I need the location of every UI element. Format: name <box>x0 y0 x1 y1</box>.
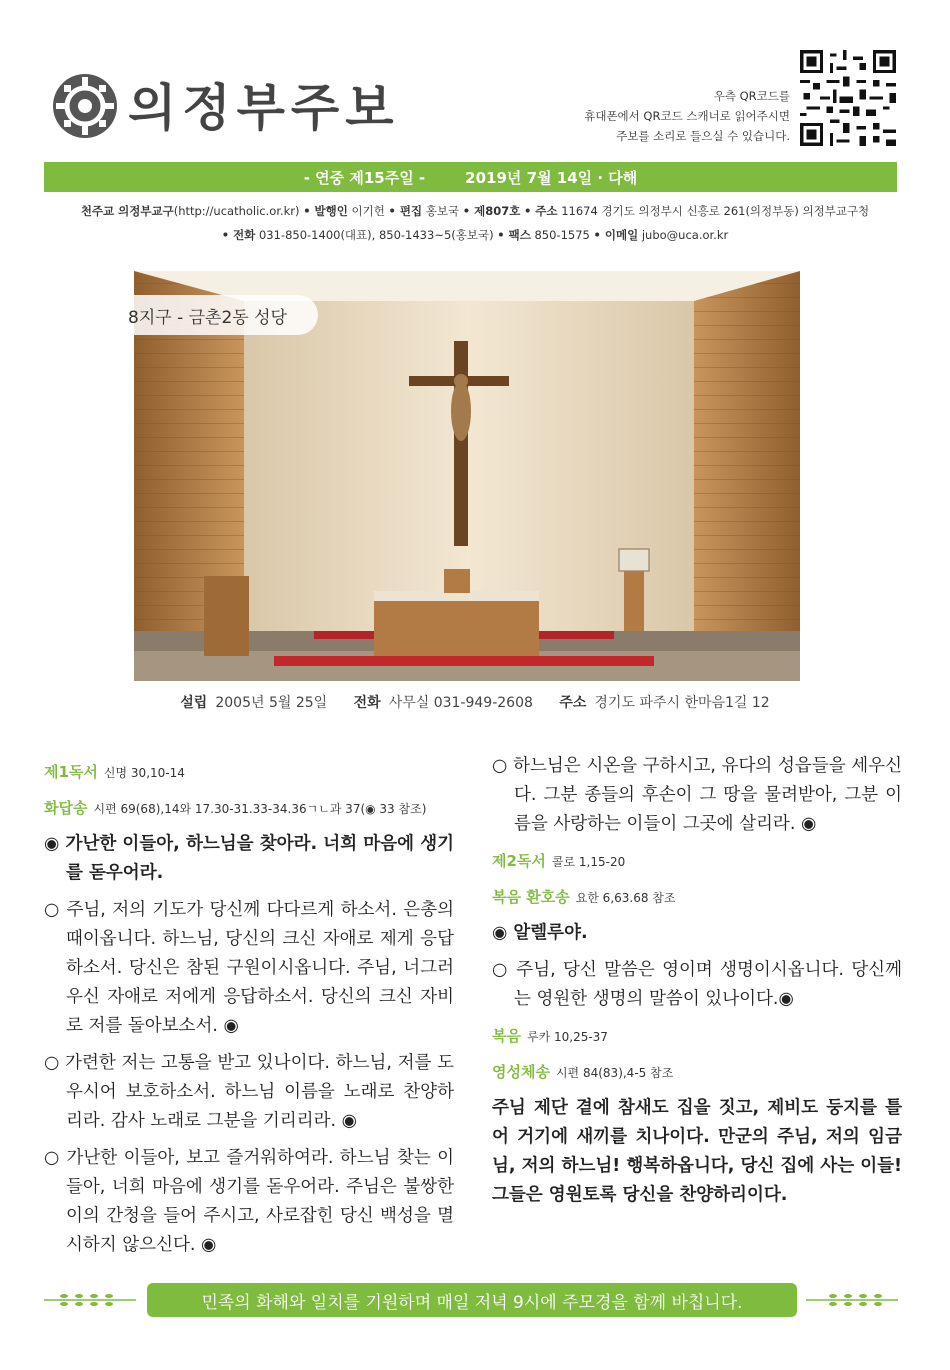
first-reading-heading: 제1독서 신명 30,10-14 <box>44 763 185 781</box>
communion-heading: 영성체송 시편 84(83),4-5 참조 <box>492 1063 674 1081</box>
liturgical-week: - 연중 제15주일 - <box>303 168 426 187</box>
psalm-verse: ○ 가련한 저는 고통을 받고 있나이다. 하느님, 저를 도우시어 보호하소서. 하느님 이름을 노래로 찬양하리라. 감사 노래로 그분을 기리리라. ◉ <box>44 1053 454 1131</box>
psalm-heading: 화답송 시편 69(68),14와 17.30-31.33-34.36ㄱㄴ과 37(◉ 33 참조) <box>44 799 427 817</box>
bulletin-date: 2019년 7월 14일 · 다해 <box>465 168 638 187</box>
psalm-verse: ○ 하느님은 시온을 구하시고, 유다의 성읍들을 세우신다. 그분 종들의 후손이 그 땅을 물려받아, 그분 이름을 사랑하는 이들이 그곳에 살리라. ◉ <box>492 756 902 834</box>
liturgical-date-bar <box>44 162 897 192</box>
diocese-logo-icon <box>52 73 118 139</box>
psalm-verse: ○ 주님, 저의 기도가 당신께 다다르게 하소서. 은총의 때이옵니다. 하느님, 당신의 크신 자애로 제게 응답하소서. 당신은 참된 구원이시옵니다. 주님, 너그러우신 자애로 저에게 응답하소서. 당신의 크신 자비로 저를 돌아보소서. ◉ <box>44 900 454 1036</box>
alleluia-response: ◉ 알렐루야. <box>492 923 588 943</box>
communion-antiphon: 주님 제단 곁에 참새도 집을 짓고, 제비도 둥지를 틀어 거기에 새끼를 치나이다. 만군의 주님, 저의 임금님, 저의 하느님! 행복하옵니다, 당신 집에 사는 이들! 그들은 영원토록 당신을 찬양하리이다. <box>492 1098 903 1205</box>
second-reading-heading: 제2독서 콜로 1,15-20 <box>492 852 626 870</box>
psalm-response: ◉ 가난한 이들아, 하느님을 찾아라. 너희 마음에 생기를 돋우어라. <box>44 834 454 883</box>
alleluia-verse: ○ 주님, 당신 말씀은 영이며 생명이시옵니다. 당신께는 영원한 생명의 말씀이 있나이다.◉ <box>492 960 902 1009</box>
church-label: 8지구 - 금촌2동 성당 <box>114 295 318 335</box>
vine-ornament-icon <box>44 1291 136 1309</box>
readings-right-column <box>492 752 902 1218</box>
church-caption: 설립 2005년 5월 25일 전화 사무실 031-949-2608 주소 경기도 파주시 한마음1길 12 <box>180 695 770 711</box>
alleluia-heading: 복음 환호송 요한 6,63.68 참조 <box>492 888 676 906</box>
gospel-heading: 복음 루카 10,25-37 <box>492 1027 608 1045</box>
psalm-verse: ○ 가난한 이들아, 보고 즐거워하여라. 하느님 찾는 이들아, 너희 마음에 생기를 돋우어라. 주님은 불쌍한 이의 간청을 들어 주시고, 사로잡힌 당신 백성을 멸시하지 않으신다. ◉ <box>44 1148 454 1255</box>
qr-instruction: 우측 QR코드를 휴대폰에서 QR코드 스캐너로 읽어주시면 주보를 소리로 들으실 수 있습니다. <box>584 89 790 143</box>
publisher-info-line1: 천주교 의정부교구(http://ucatholic.or.kr) • 발행인 이기헌 • 편집 홍보국 • 제807호 • 주소 11674 경기도 의정부시 신흥로 261(의정부동) 의정부교구청 <box>80 204 870 218</box>
bulletin-title: 의정부주보 <box>128 78 400 137</box>
qr-code-icon[interactable] <box>800 50 896 146</box>
readings-left-column <box>44 752 454 1268</box>
publisher-info-line2: • 전화 031-850-1400(대표), 850-1433~5(홍보국) • 팩스 850-1575 • 이메일 jubo@uca.or.kr <box>221 228 729 242</box>
vine-ornament-icon <box>806 1291 898 1309</box>
prayer-banner: 민족의 화해와 일치를 기원하며 매일 저녁 9시에 주모경을 함께 바칩니다. <box>147 1283 797 1317</box>
